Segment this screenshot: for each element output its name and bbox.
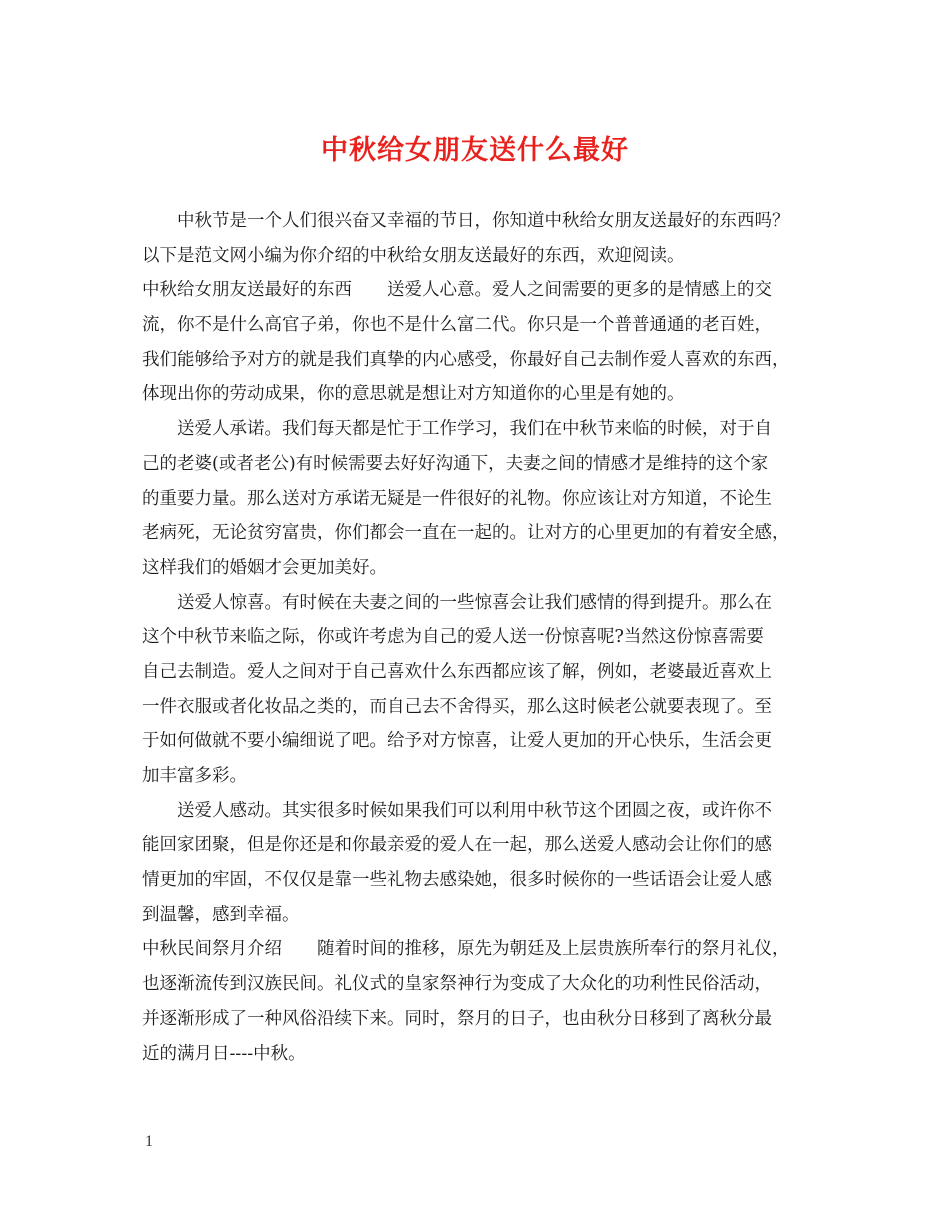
text-line: 体现出你的劳动成果，你的意思就是想让对方知道你的心里是有她的。 [142, 384, 685, 405]
text-line: 中秋民间祭月介绍 随着时间的推移，原先为朝廷及上层贵族所奉行的祭月礼仪， [142, 939, 790, 960]
text-line: 中秋给女朋友送最好的东西 送爱人心意。爱人之间需要的更多的是情感上的交 [142, 280, 772, 301]
text-line: 也逐渐流传到汉族民间。礼仪式的皇家祭神行为变成了大众化的功利性民俗活动， [142, 974, 772, 995]
document-title: 中秋给女朋友送什么最好 [321, 135, 629, 166]
text-line: 一件衣服或者化妆品之类的，而自己去不舍得买，那么这时候老公就要表现了。至 [142, 696, 772, 717]
page-number: 1 [145, 1133, 153, 1150]
text-line: 能回家团聚，但是你还是和你最亲爱的爱人在一起，那么送爱人感动会让你们的感 [142, 835, 772, 856]
text-line: 送爱人承诺。我们每天都是忙于工作学习，我们在中秋节来临的时候，对于自 [142, 419, 772, 440]
text-line: 自己去制造。爱人之间对于自己喜欢什么东西都应该了解，例如，老婆最近喜欢上 [142, 661, 772, 682]
text-line: 己的老婆(或者老公)有时候需要去好好沟通下，夫妻之间的情感才是维持的这个家 [142, 453, 769, 474]
text-line: 加丰富多彩。 [142, 766, 247, 786]
text-line: 于如何做就不要小编细说了吧。给予对方惊喜，让爱人更加的开心快乐，生活会更 [142, 731, 772, 752]
text-line: 并逐渐形成了一种风俗沿续下来。同时，祭月的日子，也由秋分日移到了离秋分最 [142, 1008, 772, 1029]
text-line: 情更加的牢固，不仅仅是靠一些礼物去感染她，很多时候你的一些话语会让爱人感 [142, 870, 772, 891]
document-body [142, 204, 842, 1071]
text-line: 流，你不是什么高官子弟，你也不是什么富二代。你只是一个普普通通的老百姓， [142, 315, 772, 336]
text-line: 我们能够给予对方的就是我们真挚的内心感受，你最好自己去制作爱人喜欢的东西， [142, 349, 790, 370]
text-line: 近的满月日----中秋。 [142, 1043, 306, 1064]
text-line: 中秋节是一个人们很兴奋又幸福的节日，你知道中秋给女朋友送最好的东西吗？ [142, 211, 790, 231]
text-line: 到温馨，感到幸福。 [142, 904, 300, 925]
text-line: 送爱人惊喜。有时候在夫妻之间的一些惊喜会让我们感情的得到提升。那么在 [142, 592, 772, 613]
text-line: 这样我们的婚姻才会更加美好。 [142, 557, 387, 578]
text-line: 这个中秋节来临之际，你或许考虑为自己的爱人送一份惊喜呢?当然这份惊喜需要 [142, 627, 764, 648]
text-line: 以下是范文网小编为你介绍的中秋给女朋友送最好的东西，欢迎阅读。 [142, 245, 685, 266]
text-line: 的重要力量。那么送对方承诺无疑是一件很好的礼物。你应该让对方知道，不论生 [142, 488, 772, 509]
text-line: 老病死，无论贫穷富贵，你们都会一直在一起的。让对方的心里更加的有着安全感， [142, 523, 790, 544]
text-line: 送爱人感动。其实很多时候如果我们可以利用中秋节这个团圆之夜，或许你不 [142, 800, 772, 821]
